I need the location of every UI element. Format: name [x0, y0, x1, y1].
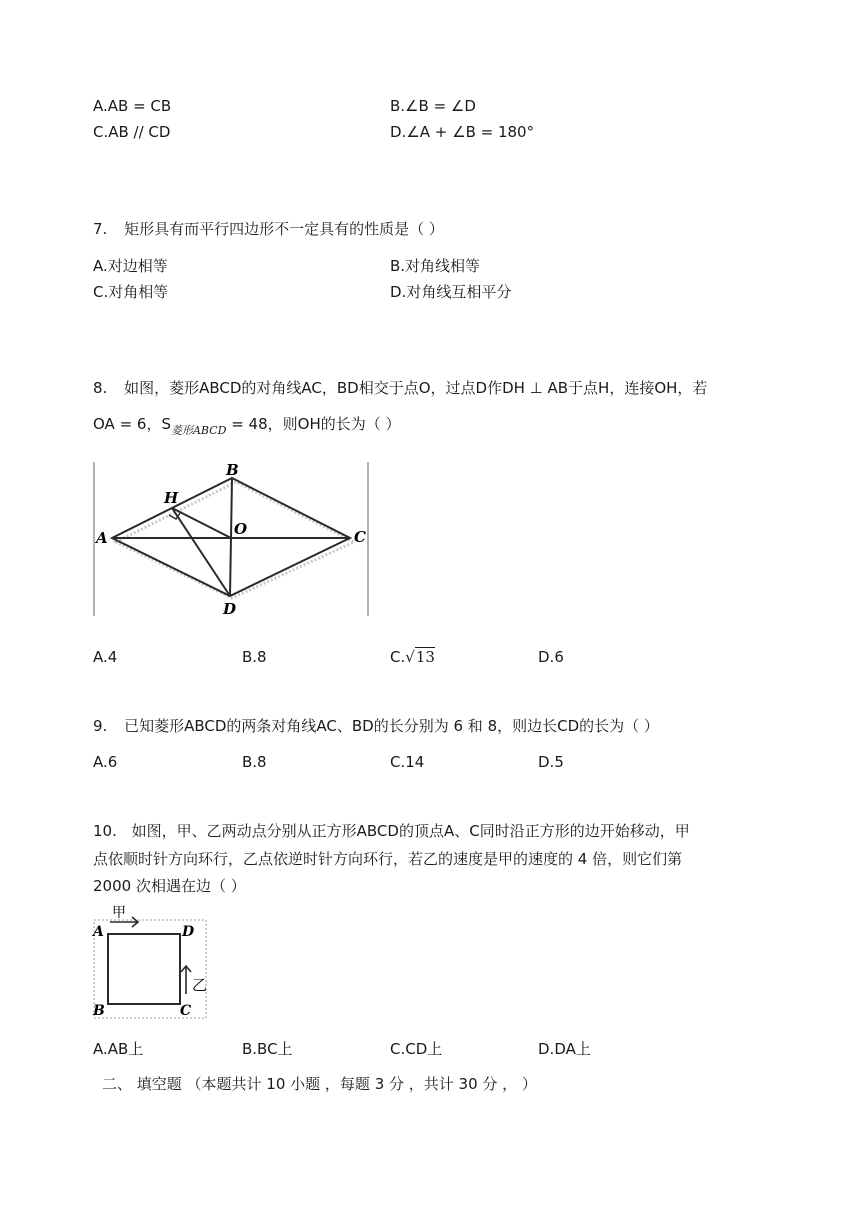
sqrt-radicand: 13 — [415, 648, 435, 666]
q8-option-a: A.4 — [93, 648, 118, 666]
q10-option-d: D.DA上 — [538, 1040, 591, 1058]
label-yi: 乙 — [192, 976, 208, 994]
area-subscript: 菱形ABCD — [170, 424, 227, 437]
question-number: 10. — [93, 822, 117, 840]
square-outline — [108, 934, 180, 1004]
q9-option-c: C.14 — [390, 753, 425, 771]
option-a: A.AB = CB — [93, 97, 172, 115]
question-8 — [93, 378, 707, 398]
q8-option-d: D.6 — [538, 648, 564, 666]
label-b: B — [226, 461, 239, 479]
question-8-line2 — [93, 414, 401, 436]
q8-option-b: B.8 — [242, 648, 267, 666]
figure-shadow — [116, 482, 354, 598]
question-text-part: = 48，则OH的长为（ ） — [226, 415, 401, 433]
sqrt-sign: √ — [405, 648, 415, 666]
q10-option-b: B.BC上 — [242, 1040, 293, 1058]
q7-option-d: D.对角线互相平分 — [390, 283, 512, 301]
question-text: 已知菱形ABCD的两条对角线AC、BD的长分别为 6 和 8，则边长CD的长为（ ） — [124, 717, 659, 735]
question-number: 7. — [93, 220, 108, 238]
question-number: 8. — [93, 379, 108, 397]
option-letter: C. — [390, 648, 406, 666]
q9-option-a: A.6 — [93, 753, 118, 771]
label-h: H — [164, 489, 179, 507]
option-b: B.∠B = ∠D — [390, 97, 476, 115]
question-9 — [93, 716, 659, 736]
q10-option-c: C.CD上 — [390, 1040, 443, 1058]
label-d: D — [182, 924, 195, 940]
label-c: C — [180, 1003, 192, 1019]
option-c: C.AB // CD — [93, 123, 171, 141]
q9-option-d: D.5 — [538, 753, 564, 771]
option-d: D.∠A + ∠B = 180° — [390, 123, 535, 141]
q8-option-c — [390, 647, 435, 667]
question-10-line3: 2000 次相遇在边（ ） — [93, 877, 246, 895]
question-number: 9. — [93, 717, 108, 735]
section-heading: 二、 填空题 （本题共计 10 小题 ，每题 3 分 ，共计 30 分 ， ） — [102, 1075, 537, 1093]
label-b: B — [93, 1003, 105, 1019]
label-o: O — [234, 520, 248, 538]
label-d: D — [223, 600, 237, 618]
q7-option-a: A.对边相等 — [93, 257, 168, 275]
question-text: 矩形具有而平行四边形不一定具有的性质是（ ） — [124, 220, 444, 238]
rhombus-figure — [92, 458, 372, 620]
square-figure — [88, 902, 218, 1024]
question-text: 如图，菱形ABCD的对角线AC，BD相交于点O，过点D作DH ⊥ AB于点H，连接OH，若 — [124, 379, 708, 397]
question-text-part: OA = 6，S — [93, 415, 171, 433]
question-text: 如图，甲、乙两动点分别从正方形ABCD的顶点A、C同时沿正方形的边开始移动，甲 — [131, 822, 690, 840]
label-a: A — [96, 529, 108, 547]
q7-option-b: B.对角线相等 — [390, 257, 481, 275]
label-jia: 甲 — [112, 905, 126, 921]
label-a: A — [93, 924, 104, 940]
q7-option-c: C.对角相等 — [93, 283, 169, 301]
question-10 — [93, 821, 690, 841]
question-10-line2: 点依顺时针方向环行，乙点依逆时针方向环行，若乙的速度是甲的速度的 4 倍，则它们第 — [93, 850, 683, 868]
question-7 — [93, 219, 444, 239]
q10-option-a: A.AB上 — [93, 1040, 144, 1058]
q9-option-b: B.8 — [242, 753, 267, 771]
label-c: C — [354, 528, 366, 546]
